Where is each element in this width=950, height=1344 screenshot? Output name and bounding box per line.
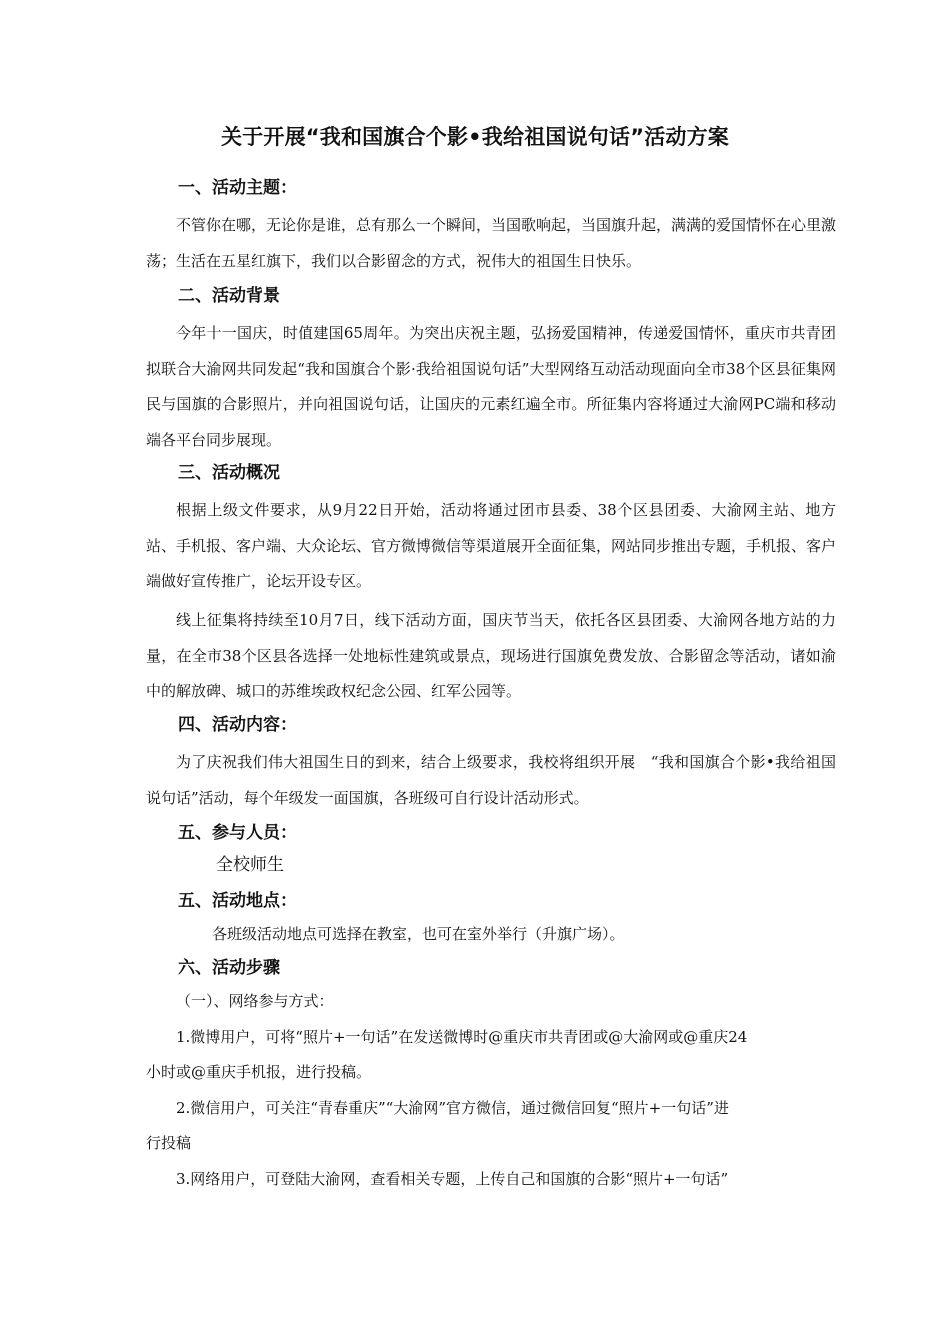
section-heading-content: 四、活动内容： [178, 715, 297, 735]
participants-text: 全校师生 [216, 855, 284, 875]
section-heading-theme: 一、活动主题： [178, 178, 297, 198]
section-paragraph-overview-1: 根据上级文件要求，从9月22日开始，活动将通过团市县委、38个区县团委、大渝网主站、地方站、手机报、客户端、大众论坛、官方微博微信等渠道展开全面征集，网站同步推出专题，手机报、客户端做好宣传推广，论坛开设专区。 [146, 501, 837, 590]
section-heading-background: 二、活动背景 [178, 286, 280, 306]
section-paragraph-background: 今年十一国庆，时值建国65周年。为突出庆祝主题，弘扬爱国精神，传递爱国情怀，重庆市共青团拟联合大渝网共同发起“我和国旗合个影·我给祖国说句话”大型网络互动活动现面向全市38个区县征集网民与国旗的合影照片，并向祖国说句话，让国庆的元素红遍全市。所征集内容将通过大渝网PC端和移动端各平台同步展现。 [146, 324, 836, 449]
section-heading-participants: 五、参与人员： [178, 823, 297, 843]
step-item-3-line-1: 3.网络用户，可登陆大渝网，查看相关专题，上传自己和国旗的合影“照片+一句话” [176, 1170, 729, 1188]
step-item-1-line-1: 1.微博用户，可将“照片+一句话”在发送微博时@重庆市共青团或@大渝网或@重庆24 [176, 1028, 748, 1046]
section-heading-steps: 六、活动步骤 [178, 958, 280, 978]
section-paragraph-content: 为了庆祝我们伟大祖国生日的到来，结合上级要求，我校将组织开展 “我和国旗合个影•我给祖国说句话”活动，每个年级发一面国旗，各班级可自行设计活动形式。 [146, 753, 836, 807]
steps-subheading: （一）、网络参与方式： [176, 992, 334, 1010]
step-item-1-line-2: 小时或@重庆手机报，进行投稿。 [146, 1063, 372, 1081]
step-item-2-line-1: 2.微信用户，可关注“青春重庆”“大渝网”官方微信，通过微信回复“照片+一句话”进 [176, 1099, 729, 1117]
section-heading-location: 五、活动地点： [178, 891, 297, 911]
step-item-2-line-2: 行投稿 [146, 1134, 192, 1152]
location-text: 各班级活动地点可选择在教室，也可在室外举行（升旗广场）。 [212, 925, 625, 943]
section-paragraph-theme: 不管你在哪，无论你是谁，总有那么一个瞬间，当国歌响起，当国旗升起，满满的爱国情怀在心里激荡；生活在五星红旗下，我们以合影留念的方式，祝伟大的祖国生日快乐。 [146, 216, 837, 270]
document-title: 关于开展“我和国旗合个影•我给祖国说句话”活动方案 [220, 125, 730, 149]
section-paragraph-overview-2: 线上征集将持续至10月7日，线下活动方面，国庆节当天，依托各区县团委、大渝网各地方站的力量，在全市38个区县各选择一处地标性建筑或景点，现场进行国旗免费发放、合影留念等活动，诸如渝中的解放碑、城口的苏维埃政权纪念公园、红军公园等。 [146, 611, 836, 700]
section-heading-overview: 三、活动概况 [178, 463, 280, 483]
